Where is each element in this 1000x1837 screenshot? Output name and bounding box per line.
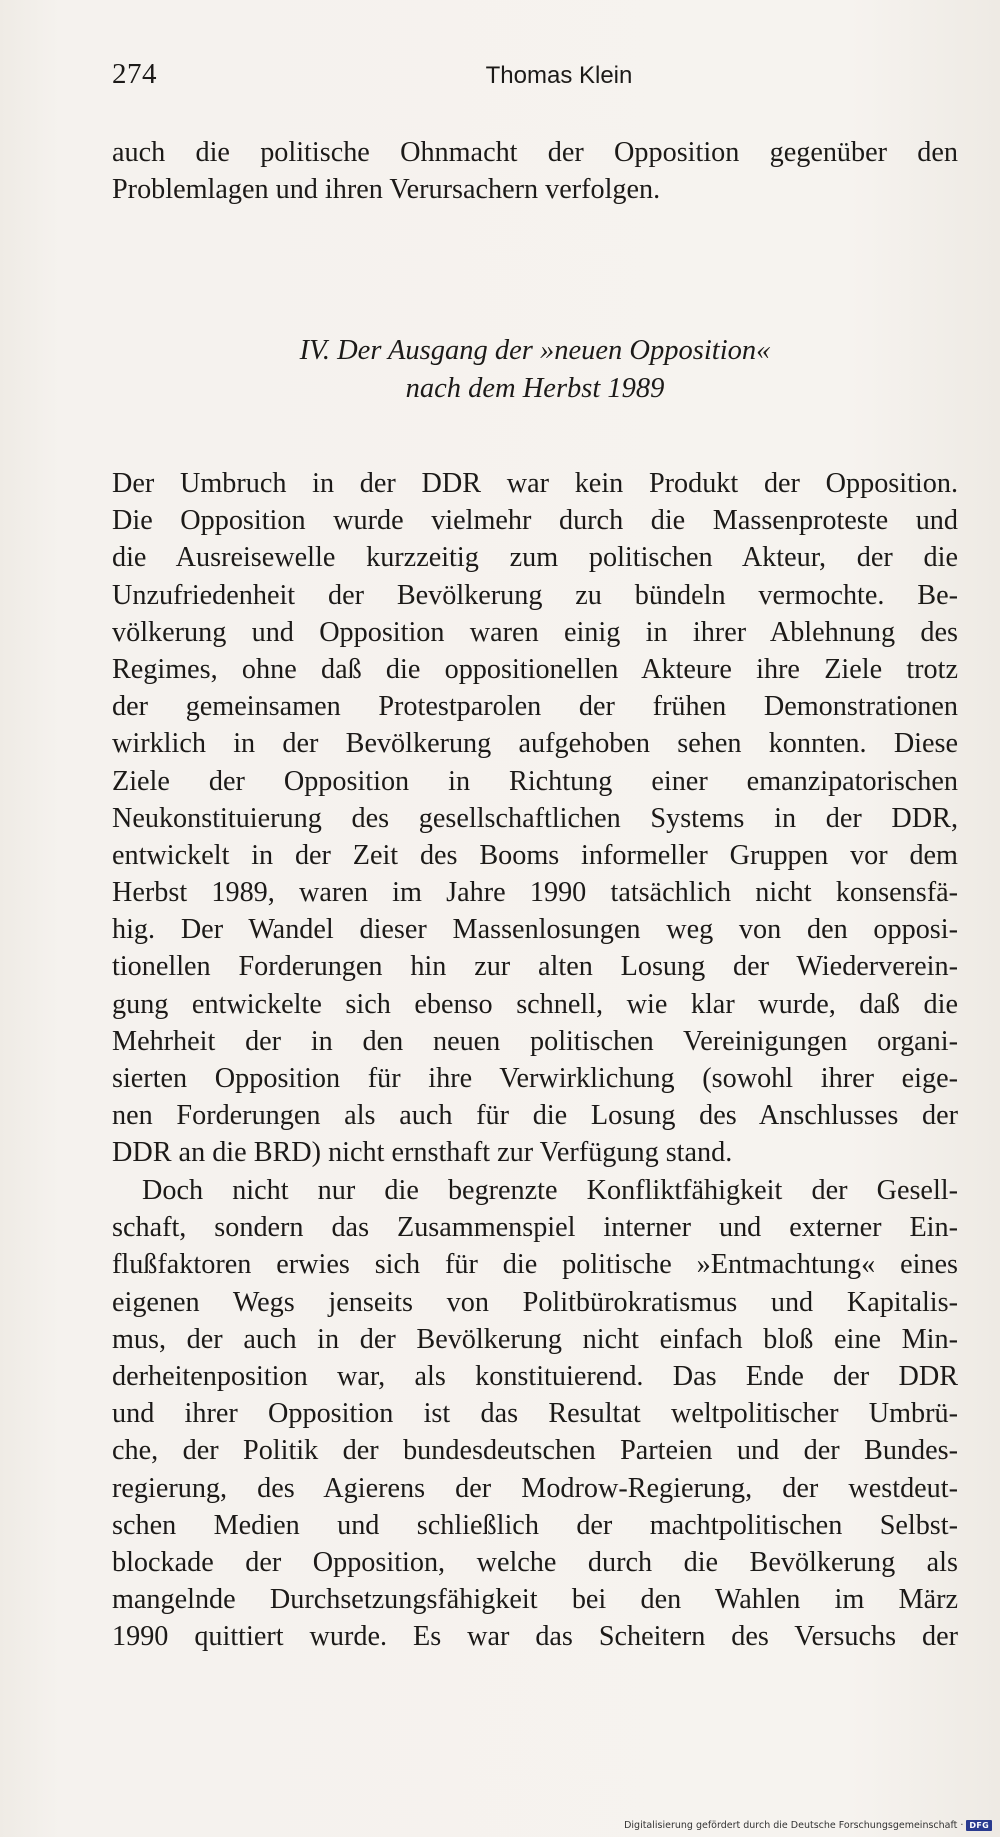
text-line: völkerung und Opposition waren einig in ihrer Ablehnung des: [112, 616, 958, 648]
text-line: tionellen Forderungen hin zur alten Losung der Wiederverein-: [112, 951, 958, 983]
text-line: Neukonstituierung des gesellschaftlichen Systems in der DDR,: [112, 802, 958, 834]
text-line: und ihrer Opposition ist das Resultat weltpolitischer Umbrü-: [112, 1398, 958, 1430]
text-line: Regimes, ohne daß die oppositionellen Akteure ihre Ziele trotz: [112, 653, 958, 685]
text-line: Die Opposition wurde vielmehr durch die Massenproteste und: [112, 505, 958, 537]
running-head: [112, 58, 958, 98]
text-line: Herbst 1989, waren im Jahre 1990 tatsächlich nicht konsensfä-: [112, 877, 958, 909]
page-number: 274: [112, 58, 157, 90]
paragraph-1: [112, 465, 958, 1172]
text-line: regierung, des Agierens der Modrow-Regierung, der westdeut-: [112, 1472, 958, 1504]
text-line: blockade der Opposition, welche durch die Bevölkerung als: [112, 1546, 958, 1578]
text-line: wirklich in der Bevölkerung aufgehoben sehen konnten. Diese: [112, 728, 958, 760]
text-line: derheitenposition war, als konstituierend. Das Ende der DDR: [112, 1360, 958, 1392]
text-line: Unzufriedenheit der Bevölkerung zu bündeln vermochte. Be-: [112, 579, 958, 611]
text-line: Ziele der Opposition in Richtung einer emanzipatorischen: [112, 765, 958, 797]
text-line: mus, der auch in der Bevölkerung nicht einfach bloß eine Min-: [112, 1323, 958, 1355]
text-line: che, der Politik der bundesdeutschen Parteien und der Bundes-: [112, 1435, 958, 1467]
digitization-note: Digitalisierung gefördert durch die Deutsche Forschungsgemeinschaft ·: [624, 1820, 964, 1831]
text-line: mangelnde Durchsetzungsfähigkeit bei den Wahlen im März: [112, 1584, 958, 1616]
text-line: schaft, sondern das Zusammenspiel interner und externer Ein-: [112, 1212, 958, 1244]
text-line: schen Medien und schließlich der machtpolitischen Selbst-: [112, 1509, 958, 1541]
text-line: der gemeinsamen Protestparolen der frühen Demonstrationen: [112, 691, 958, 723]
text-line: Mehrheit der in den neuen politischen Vereinigungen organi-: [112, 1025, 958, 1057]
text-line: Der Umbruch in der DDR war kein Produkt der Opposition.: [112, 468, 958, 499]
section-heading-line: nach dem Herbst 1989: [405, 373, 665, 404]
text-line: 1990 quittiert wurde. Es war das Scheitern des Versuchs der: [112, 1621, 958, 1653]
text-line: flußfaktoren erwies sich für die politische »Entmachtung« eines: [112, 1249, 958, 1281]
text-line: nen Forderungen als auch für die Losung des Anschlusses der: [112, 1100, 958, 1132]
section-heading: [112, 332, 958, 408]
paragraph-2: [112, 1172, 958, 1655]
text-line: eigenen Wegs jenseits von Politbürokratismus und Kapitalis-: [112, 1286, 958, 1318]
header-author: Thomas Klein: [485, 62, 633, 89]
text-line: sierten Opposition für ihre Verwirklichung (sowohl ihrer eige-: [112, 1063, 958, 1094]
digitization-footer: [624, 1820, 992, 1831]
text-line: Problemlagen und ihren Verursachern verfolgen.: [112, 174, 661, 206]
text-line: DDR an die BRD) nicht ernsthaft zur Verfügung stand.: [112, 1137, 733, 1169]
intro-text: [112, 134, 958, 208]
section-heading-line: IV. Der Ausgang der »neuen Opposition«: [299, 335, 771, 366]
dfg-logo-icon: DFG: [966, 1820, 992, 1831]
text-line: entwickelt in der Zeit des Booms informeller Gruppen vor dem: [112, 839, 958, 871]
text-line: Doch nicht nur die begrenzte Konfliktfähigkeit der Gesell-: [142, 1175, 958, 1206]
text-line: auch die politische Ohnmacht der Opposition gegenüber den: [112, 137, 958, 168]
text-line: gung entwickelte sich ebenso schnell, wie klar wurde, daß die: [112, 988, 958, 1020]
text-line: hig. Der Wandel dieser Massenlosungen weg von den opposi-: [112, 914, 958, 946]
text-line: die Ausreisewelle kurzzeitig zum politischen Akteur, der die: [112, 542, 958, 574]
